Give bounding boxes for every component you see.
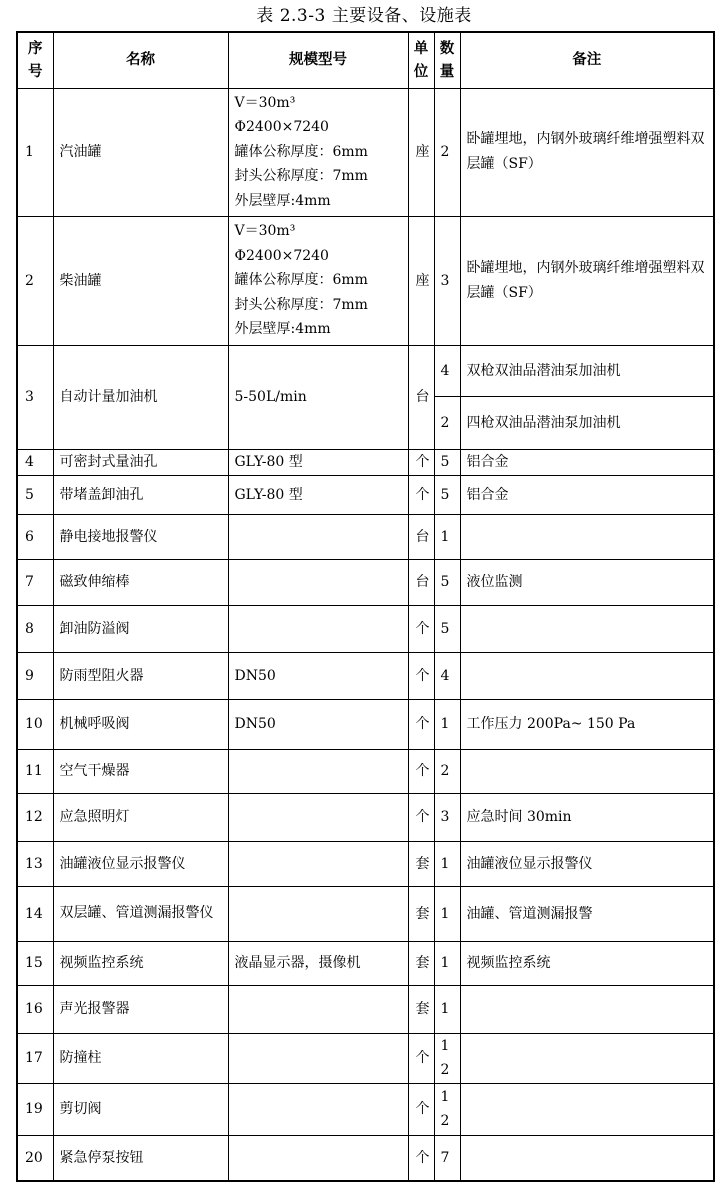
cell-spec (228, 886, 408, 941)
cell-remark (460, 985, 714, 1033)
cell-unit: 个 (408, 793, 434, 841)
cell-no: 15 (17, 941, 53, 985)
cell-remark (460, 652, 714, 699)
cell-name: 卸油防溢阀 (53, 605, 228, 652)
cell-unit: 个 (408, 449, 434, 475)
cell-spec (228, 605, 408, 652)
cell-no: 7 (17, 559, 53, 605)
cell-qty: 5 (434, 559, 460, 605)
table-row (17, 749, 714, 793)
cell-no: 16 (17, 985, 53, 1033)
table-row (17, 88, 714, 216)
cell-qty: 1 (434, 514, 460, 559)
cell-remark: 铝合金 (460, 475, 714, 514)
cell-unit: 个 (408, 605, 434, 652)
cell-spec (228, 1083, 408, 1135)
cell-remark: 双枪双油品潜油泵加油机 (460, 345, 714, 396)
table-row (17, 216, 714, 345)
cell-spec (228, 559, 408, 605)
cell-qty: 5 (434, 449, 460, 475)
cell-name: 汽油罐 (53, 88, 228, 216)
cell-spec: DN50 (228, 699, 408, 749)
cell-unit: 台 (408, 514, 434, 559)
spec-line: 罐体公称厚度：6mm (234, 272, 368, 289)
cell-spec: DN50 (228, 652, 408, 699)
header-remark: 备注 (460, 32, 714, 88)
header-qty: 数 量 (434, 32, 460, 88)
table-row (17, 449, 714, 475)
table-row (17, 652, 714, 699)
cell-qty: 2 (434, 88, 460, 216)
cell-no: 11 (17, 749, 53, 793)
table-row (17, 605, 714, 652)
table-row (17, 985, 714, 1033)
cell-spec (228, 749, 408, 793)
cell-no: 12 (17, 793, 53, 841)
cell-unit: 套 (408, 886, 434, 941)
header-unit: 单 位 (408, 32, 434, 88)
cell-remark: 应急时间 30min (460, 793, 714, 841)
spec-line: Φ2400×7240 (234, 247, 329, 264)
cell-name: 带堵盖卸油孔 (53, 475, 228, 514)
cell-remark (460, 749, 714, 793)
cell-qty (434, 1033, 460, 1083)
cell-name: 双层罐、管道测漏报警仪 (53, 886, 228, 941)
cell-remark: 油罐、管道测漏报警 (460, 886, 714, 941)
cell-remark (460, 1135, 714, 1181)
table-row (17, 841, 714, 886)
table-row (17, 345, 714, 396)
cell-unit: 台 (408, 559, 434, 605)
cell-unit: 台 (408, 345, 434, 449)
cell-qty: 2 (434, 396, 460, 449)
spec-line: 外层壁厚:4mm (234, 321, 331, 338)
table-row (17, 793, 714, 841)
cell-name: 应急照明灯 (53, 793, 228, 841)
cell-spec (228, 88, 408, 216)
cell-unit: 个 (408, 475, 434, 514)
cell-remark: 视频监控系统 (460, 941, 714, 985)
cell-spec: 5-50L/min (228, 345, 408, 449)
cell-no: 17 (17, 1033, 53, 1083)
spec-line: 封头公称厚度：7mm (234, 168, 368, 185)
cell-qty: 1 (434, 841, 460, 886)
table-row (17, 1083, 714, 1135)
qty-wrapped: 12 (440, 1089, 450, 1129)
cell-spec: 液晶显示器，摄像机 (228, 941, 408, 985)
cell-no: 1 (17, 88, 53, 216)
table-row (17, 514, 714, 559)
cell-spec: GLY-80 型 (228, 449, 408, 475)
cell-remark: 液位监测 (460, 559, 714, 605)
cell-no: 5 (17, 475, 53, 514)
spec-line: V＝30m³ (234, 223, 296, 240)
header-row (17, 32, 714, 88)
cell-no: 14 (17, 886, 53, 941)
cell-no: 6 (17, 514, 53, 559)
header-spec: 规模型号 (228, 32, 408, 88)
table-row (17, 699, 714, 749)
header-no: 序 号 (17, 32, 53, 88)
cell-no: 8 (17, 605, 53, 652)
cell-unit: 个 (408, 1033, 434, 1083)
spec-line: Φ2400×7240 (234, 119, 329, 136)
cell-name: 柴油罐 (53, 216, 228, 345)
table-title: 表 2.3-3 主要设备、设施表 (256, 6, 472, 26)
table-row (17, 559, 714, 605)
cell-no: 10 (17, 699, 53, 749)
cell-name: 声光报警器 (53, 985, 228, 1033)
cell-remark (460, 1033, 714, 1083)
cell-remark: 工作压力 200Pa~ 150 Pa (460, 699, 714, 749)
cell-qty: 5 (434, 475, 460, 514)
equipment-table (16, 31, 715, 1182)
cell-name: 视频监控系统 (53, 941, 228, 985)
cell-no: 20 (17, 1135, 53, 1181)
cell-qty: 4 (434, 345, 460, 396)
cell-spec: GLY-80 型 (228, 475, 408, 514)
cell-name: 自动计量加油机 (53, 345, 228, 449)
cell-unit: 座 (408, 88, 434, 216)
cell-unit: 个 (408, 749, 434, 793)
cell-qty: 4 (434, 652, 460, 699)
cell-unit: 座 (408, 216, 434, 345)
cell-qty: 7 (434, 1135, 460, 1181)
spec-line: 罐体公称厚度：6mm (234, 143, 368, 160)
cell-spec (228, 985, 408, 1033)
table-row (17, 1033, 714, 1083)
cell-name: 空气干燥器 (53, 749, 228, 793)
table-row (17, 475, 714, 514)
cell-remark: 卧罐埋地，内钢外玻璃纤维增强塑料双层罐（SF） (460, 216, 714, 345)
cell-no: 9 (17, 652, 53, 699)
header-name: 名称 (53, 32, 228, 88)
cell-qty: 1 (434, 886, 460, 941)
spec-line: V＝30m³ (234, 94, 296, 111)
cell-qty: 2 (434, 749, 460, 793)
qty-wrapped: 12 (440, 1038, 450, 1078)
cell-qty: 1 (434, 699, 460, 749)
cell-no: 13 (17, 841, 53, 886)
cell-name: 剪切阀 (53, 1083, 228, 1135)
cell-spec (228, 793, 408, 841)
cell-remark: 四枪双油品潜油泵加油机 (460, 396, 714, 449)
cell-name: 机械呼吸阀 (53, 699, 228, 749)
cell-name: 紧急停泵按钮 (53, 1135, 228, 1181)
table-row (17, 1135, 714, 1181)
cell-unit: 个 (408, 652, 434, 699)
cell-qty (434, 1083, 460, 1135)
cell-remark: 铝合金 (460, 449, 714, 475)
cell-name: 防雨型阻火器 (53, 652, 228, 699)
cell-name: 磁致伸缩棒 (53, 559, 228, 605)
cell-name: 油罐液位显示报警仪 (53, 841, 228, 886)
cell-name: 防撞柱 (53, 1033, 228, 1083)
cell-unit: 个 (408, 1083, 434, 1135)
cell-unit: 套 (408, 941, 434, 985)
cell-spec (228, 841, 408, 886)
cell-no: 19 (17, 1083, 53, 1135)
cell-unit: 个 (408, 1135, 434, 1181)
cell-remark (460, 1083, 714, 1135)
cell-no: 2 (17, 216, 53, 345)
cell-unit: 套 (408, 841, 434, 886)
cell-qty: 5 (434, 605, 460, 652)
cell-remark (460, 514, 714, 559)
cell-no: 4 (17, 449, 53, 475)
cell-remark: 卧罐埋地，内钢外玻璃纤维增强塑料双层罐（SF） (460, 88, 714, 216)
cell-unit: 个 (408, 699, 434, 749)
cell-qty: 3 (434, 793, 460, 841)
cell-name: 静电接地报警仪 (53, 514, 228, 559)
cell-no: 3 (17, 345, 53, 449)
cell-remark (460, 605, 714, 652)
cell-spec (228, 1135, 408, 1181)
cell-qty: 1 (434, 985, 460, 1033)
table-row (17, 886, 714, 941)
spec-line: 封头公称厚度：7mm (234, 296, 368, 313)
cell-qty: 3 (434, 216, 460, 345)
spec-line: 外层壁厚:4mm (234, 192, 331, 209)
cell-spec (228, 216, 408, 345)
table-row (17, 941, 714, 985)
cell-unit: 套 (408, 985, 434, 1033)
cell-qty: 1 (434, 941, 460, 985)
cell-spec (228, 514, 408, 559)
cell-spec (228, 1033, 408, 1083)
cell-remark: 油罐液位显示报警仪 (460, 841, 714, 886)
cell-name: 可密封式量油孔 (53, 449, 228, 475)
